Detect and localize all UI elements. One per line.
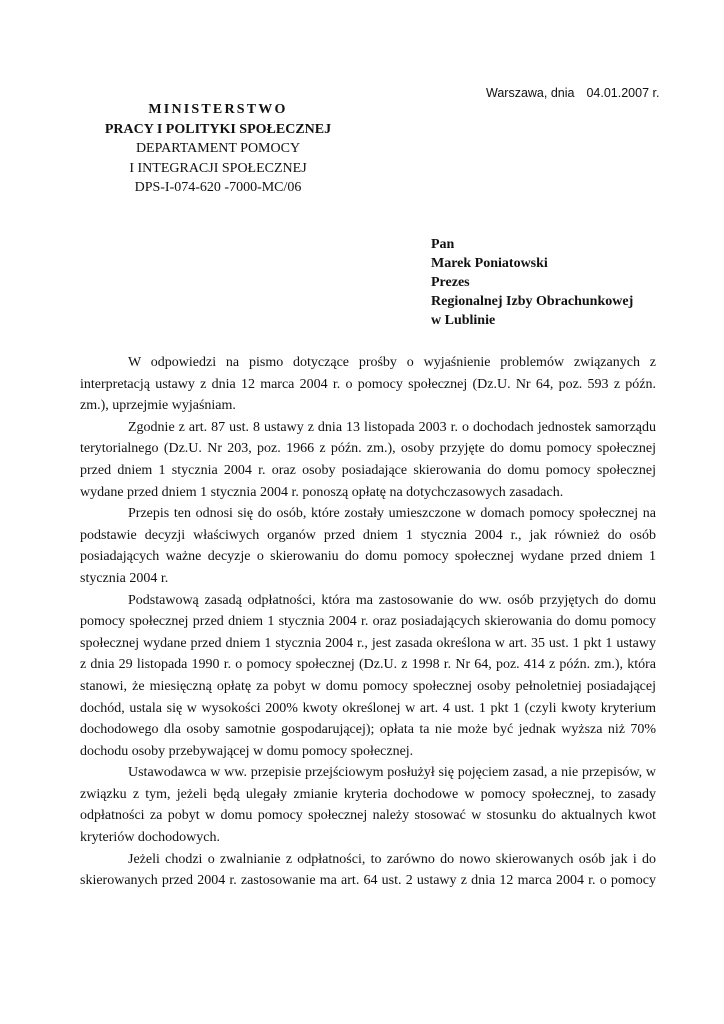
reference-number: DPS-I-074-620 -7000-MC/06 — [134, 180, 302, 195]
body-paragraph: Jeżeli chodzi o zwalnianie z odpłatności, to zarówno do nowo skierowanych osób jak i do skierowanych przed 2004 r. zastosowanie ma art. 64 ust. 2 ustawy z dnia 12 marca 2004 r. o pomocy — [80, 851, 656, 889]
place-label: Warszawa, dnia — [486, 86, 575, 100]
recipient-institution: Regionalnej Izby Obrachunkowej — [431, 294, 634, 309]
recipient-salutation: Pan — [431, 237, 455, 252]
letter-date: 04.01.2007 r. — [586, 86, 660, 100]
body-paragraph: Ustawodawca w ww. przepisie przejściowym posłużył się pojęciem zasad, a nie przepisów, w związku z tym, jeżeli będą ulegały zmianie kryteria dochodowe w pomocy społecznej, to zasady odpłatności za pobyt w domu pomocy społecznej należy stosować w stosunku do aktualnych kwot kryteriów dochodowych. — [80, 765, 656, 846]
department-name: DEPARTAMENT POMOCY — [135, 141, 301, 156]
ministry-subtitle: PRACY I POLITYKI SPOŁECZNEJ — [104, 121, 332, 137]
department-name-cont: I INTEGRACJI SPOŁECZNEJ — [129, 160, 307, 176]
recipient-title: Prezes — [431, 275, 470, 290]
recipient-block — [431, 235, 633, 330]
recipient-name: Marek Poniatowski — [431, 256, 548, 271]
body-paragraph: W odpowiedzi na pismo dotyczące prośby o wyjaśnienie problemów związanych z interpretacją ustawy z dnia 12 marca 2004 r. o pomocy społecznej (Dz.U. Nr 64, poz. 593 z późn. zm.), uprzejmie wyjaśniam. — [80, 355, 656, 414]
recipient-city: w Lublinie — [431, 313, 496, 328]
place-date-line — [486, 86, 659, 100]
sender-block — [80, 100, 356, 198]
ministry-name: MINISTERSTWO — [148, 102, 288, 117]
body-paragraph: Podstawową zasadą odpłatności, która ma zastosowanie do ww. osób przyjętych do domu pomocy społecznej przed dniem 1 stycznia 2004 r. oraz posiadających skierowania do domu pomocy społecznej wydane przed dniem 1 stycznia 2004 r., jest zasada określona w art. 35 ust. 1 pkt 1 ustawy z dnia 29 listopada 1990 r. o pomocy społecznej (Dz.U. z 1998 r. Nr 64, poz. 414 z późn. zm.), która stanowi, że miesięczną opłatę za pobyt w domu pomocy społecznej osoby pełnoletniej posiadającej dochód, ustala się w wysokości 200% kwoty określonej w art. 4 ust. 1 pkt 1 (czyli kwoty kryterium dochodowego dla osoby samotnie gospodarującej); opłata ta nie może być jednak wyższa niż 70% dochodu osoby przebywającej w domu pomocy społecznej. — [80, 592, 656, 759]
body-paragraph: Przepis ten odnosi się do osób, które zostały umieszczone w domach pomocy społecznej na podstawie decyzji właściwych organów przed dniem 1 stycznia 2004 r., jak również do osób posiadających ważne decyzje o skierowaniu do domu pomocy społecznej wydane przed dniem 1 stycznia 2004 r. — [80, 506, 656, 586]
letter-body — [80, 352, 656, 892]
body-paragraph: Zgodnie z art. 87 ust. 8 ustawy z dnia 13 listopada 2003 r. o dochodach jednostek samorządu terytorialnego (Dz.U. Nr 203, poz. 1966 z późn. zm.), osoby przyjęte do domu pomocy społecznej przed dniem 1 stycznia 2004 r. oraz osoby posiadające skierowania do domu pomocy społecznej wydane przed dniem 1 stycznia 2004 r. ponoszą opłatę na dotychczasowych zasadach. — [80, 419, 656, 500]
